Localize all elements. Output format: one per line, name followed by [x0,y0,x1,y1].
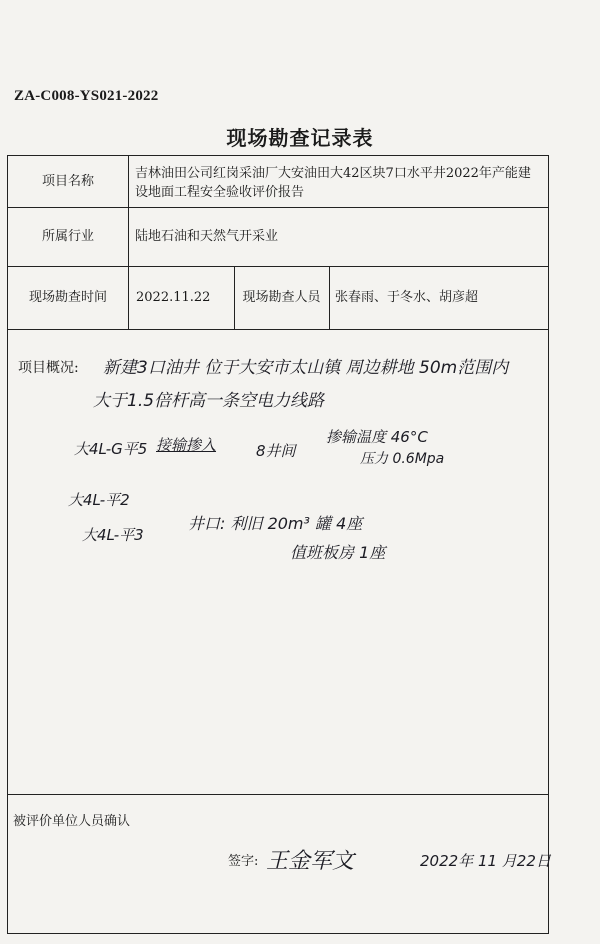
confirm-label: 被评价单位人员确认 [13,814,131,829]
handwritten-note: 8井间 [256,442,296,460]
handwritten-note: 新建3口油井 位于大安市太山镇 周边耕地 50m范围内 [103,358,509,378]
record-table [7,155,549,934]
signature-label: 签字: [228,854,259,869]
handwritten-note: 值班板房 1座 [290,543,386,562]
row-divider [8,329,548,330]
document-code: ZA-C008-YS021-2022 [14,88,159,104]
project-name-value: 吉林油田公司红岗采油厂大安油田大42区块7口水平井2022年产能建设地面工程安全验收评价报告 [135,165,531,200]
industry-label: 所属行业 [41,228,94,244]
signature: 王金军文 [266,849,355,874]
handwritten-note: 大4L-平3 [82,526,144,544]
overview-label: 项目概况: [18,360,79,376]
signature-date: 2022年 11 月22日 [420,852,551,870]
survey-staff-label: 现场勘查人员 [242,289,321,305]
handwritten-note: 接输掺入 [156,436,217,454]
handwritten-note: 掺输温度 46°C [326,428,428,446]
column-divider [128,156,129,329]
survey-time-label: 现场勘查时间 [28,289,107,305]
survey-time-value: 2022.11.22 [136,289,211,305]
row-divider [8,794,548,795]
industry-value: 陆地石油和天然气开采业 [135,228,279,244]
document-title: 现场勘查记录表 [226,126,374,150]
project-name-label: 项目名称 [41,173,94,189]
handwritten-note: 大4L-G平5 [74,440,148,458]
handwritten-note: 大4L-平2 [68,491,130,509]
handwritten-note: 井口: 利旧 20m³ 罐 4座 [188,514,363,533]
column-divider [329,266,330,329]
handwritten-note: 大于1.5倍杆高一条空电力线路 [93,391,325,411]
survey-staff-value: 张春雨、于冬水、胡彦超 [335,289,479,305]
handwritten-note: 压力 0.6Mpa [360,451,445,467]
